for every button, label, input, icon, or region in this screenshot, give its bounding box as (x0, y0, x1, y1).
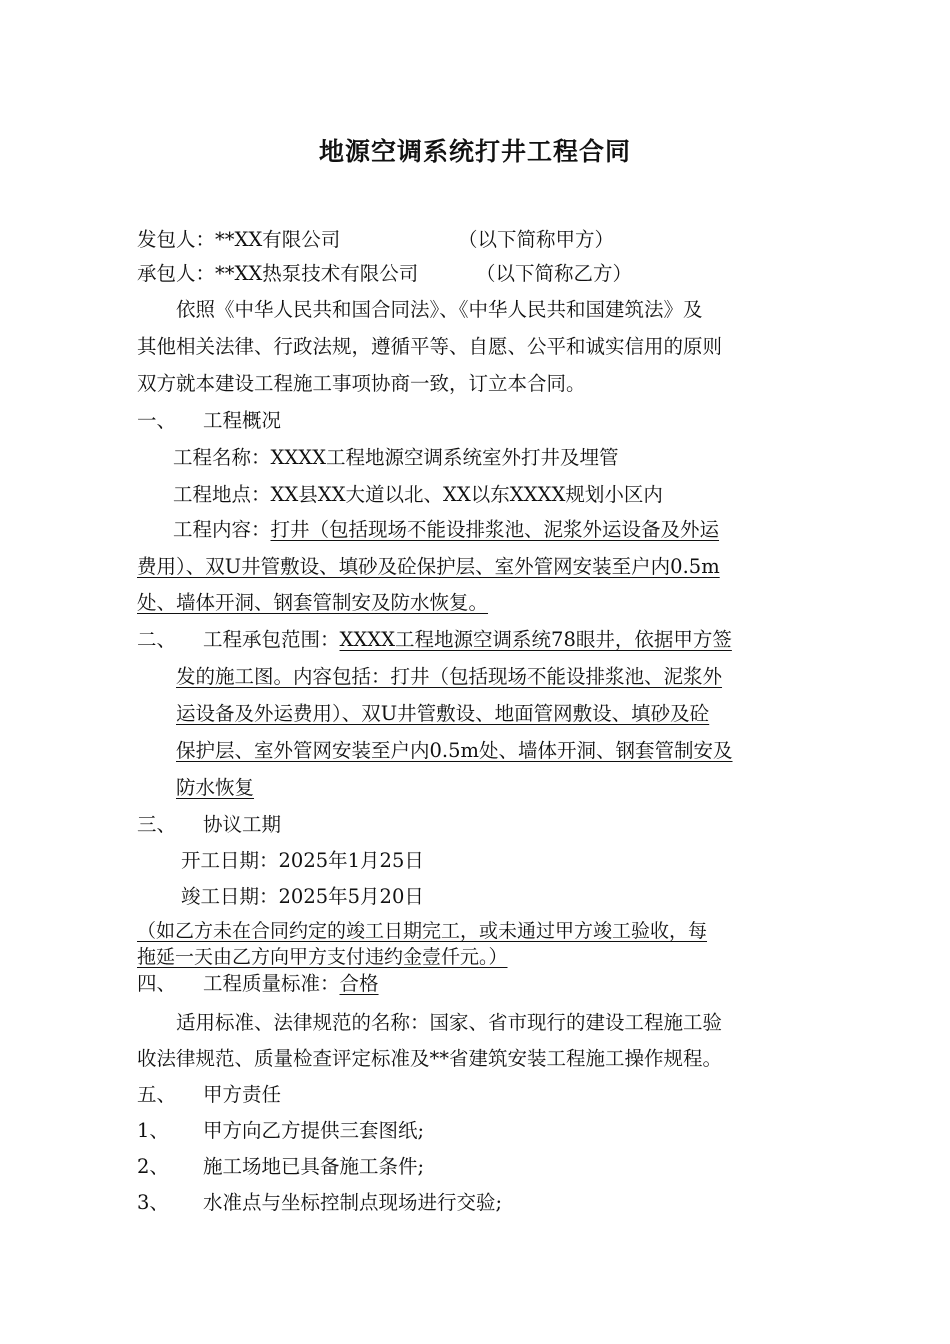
section5-heading: 甲方责任 (203, 1083, 282, 1106)
issuer-alias: （以下简称甲方） (458, 228, 615, 251)
section4-line (203, 970, 379, 998)
penalty-text: （如乙方未在合同约定的竣工日期完工，或未通过甲方竣工验收，每 (137, 920, 708, 942)
issuer-label: 发包人： (137, 228, 216, 251)
quality-value: 合格 (339, 972, 379, 995)
document-title: 地源空调系统打井工程合同 (318, 137, 631, 166)
scope-label: 工程承包范围： (203, 628, 340, 651)
section4-number: 四、 (137, 972, 177, 995)
scope-text: XXXX工程地源空调系统78眼井，依据甲方签 (339, 628, 732, 651)
project-content-text: 打井（包括现场不能设排浆池、泥浆外运设备及外运 (270, 518, 720, 541)
end-date-line: 竣工日期：2025年5月20日 (181, 885, 424, 908)
project-content-label: 工程内容： (173, 518, 271, 541)
list-item: 甲方向乙方提供三套图纸; (203, 1119, 425, 1142)
section2-line (203, 626, 732, 654)
section3-heading: 协议工期 (203, 813, 282, 836)
contractor-label: 承包人： (137, 262, 216, 285)
contractor-name: **XX热泵技术有限公司 (215, 262, 419, 285)
start-date-line: 开工日期：2025年1月25日 (181, 849, 424, 872)
section1-number: 一、 (137, 409, 177, 432)
penalty-text: 拖延一天由乙方向甲方支付违约金壹仟元。） (137, 946, 508, 968)
issuer-line (137, 226, 340, 254)
section3-number: 三、 (137, 813, 177, 836)
preamble-line: 依照《中华人民共和国合同法》、《中华人民共和国建筑法》及 (176, 298, 703, 321)
list-item-number: 2、 (137, 1155, 169, 1178)
project-content-text: 费用）、双U井管敷设、填砂及砼保护层、室外管网安装至户内0.5m (137, 555, 720, 578)
preamble-line: 双方就本建设工程施工事项协商一致，订立本合同。 (137, 372, 586, 395)
list-item-number: 3、 (137, 1191, 169, 1214)
list-item-number: 1、 (137, 1119, 169, 1142)
standards-line: 收法律规范、质量检查评定标准及**省建筑安装工程施工操作规程。 (137, 1047, 723, 1070)
list-item: 水准点与坐标控制点现场进行交验; (203, 1191, 503, 1214)
section5-number: 五、 (137, 1083, 177, 1106)
project-name-line: 工程名称：XXXX工程地源空调系统室外打井及埋管 (173, 446, 619, 469)
section1-heading: 工程概况 (203, 409, 282, 432)
scope-text: 保护层、室外管网安装至户内0.5m处、墙体开洞、钢套管制安及 (176, 739, 733, 762)
preamble-line: 其他相关法律、行政法规，遵循平等、自愿、公平和诚实信用的原则 (137, 335, 723, 358)
section2-number: 二、 (137, 628, 177, 651)
quality-label: 工程质量标准： (203, 972, 340, 995)
contractor-alias: （以下简称乙方） (476, 262, 633, 285)
contractor-line (137, 260, 418, 288)
project-location-line: 工程地点：XX县XX大道以北、XX以东XXXX规划小区内 (173, 483, 663, 506)
scope-text: 防水恢复 (176, 776, 255, 799)
scope-text: 发的施工图。内容包括：打井（包括现场不能设排浆池、泥浆外 (176, 665, 723, 688)
project-content-line (173, 516, 719, 544)
standards-line: 适用标准、法律规范的名称：国家、省市现行的建设工程施工验 (176, 1011, 723, 1034)
project-content-text: 处、墙体开洞、钢套管制安及防水恢复。 (137, 591, 489, 614)
issuer-name: **XX有限公司 (215, 228, 341, 251)
list-item: 施工场地已具备施工条件; (203, 1155, 425, 1178)
scope-text: 运设备及外运费用）、双U井管敷设、地面管网敷设、填砂及砼 (176, 702, 710, 725)
